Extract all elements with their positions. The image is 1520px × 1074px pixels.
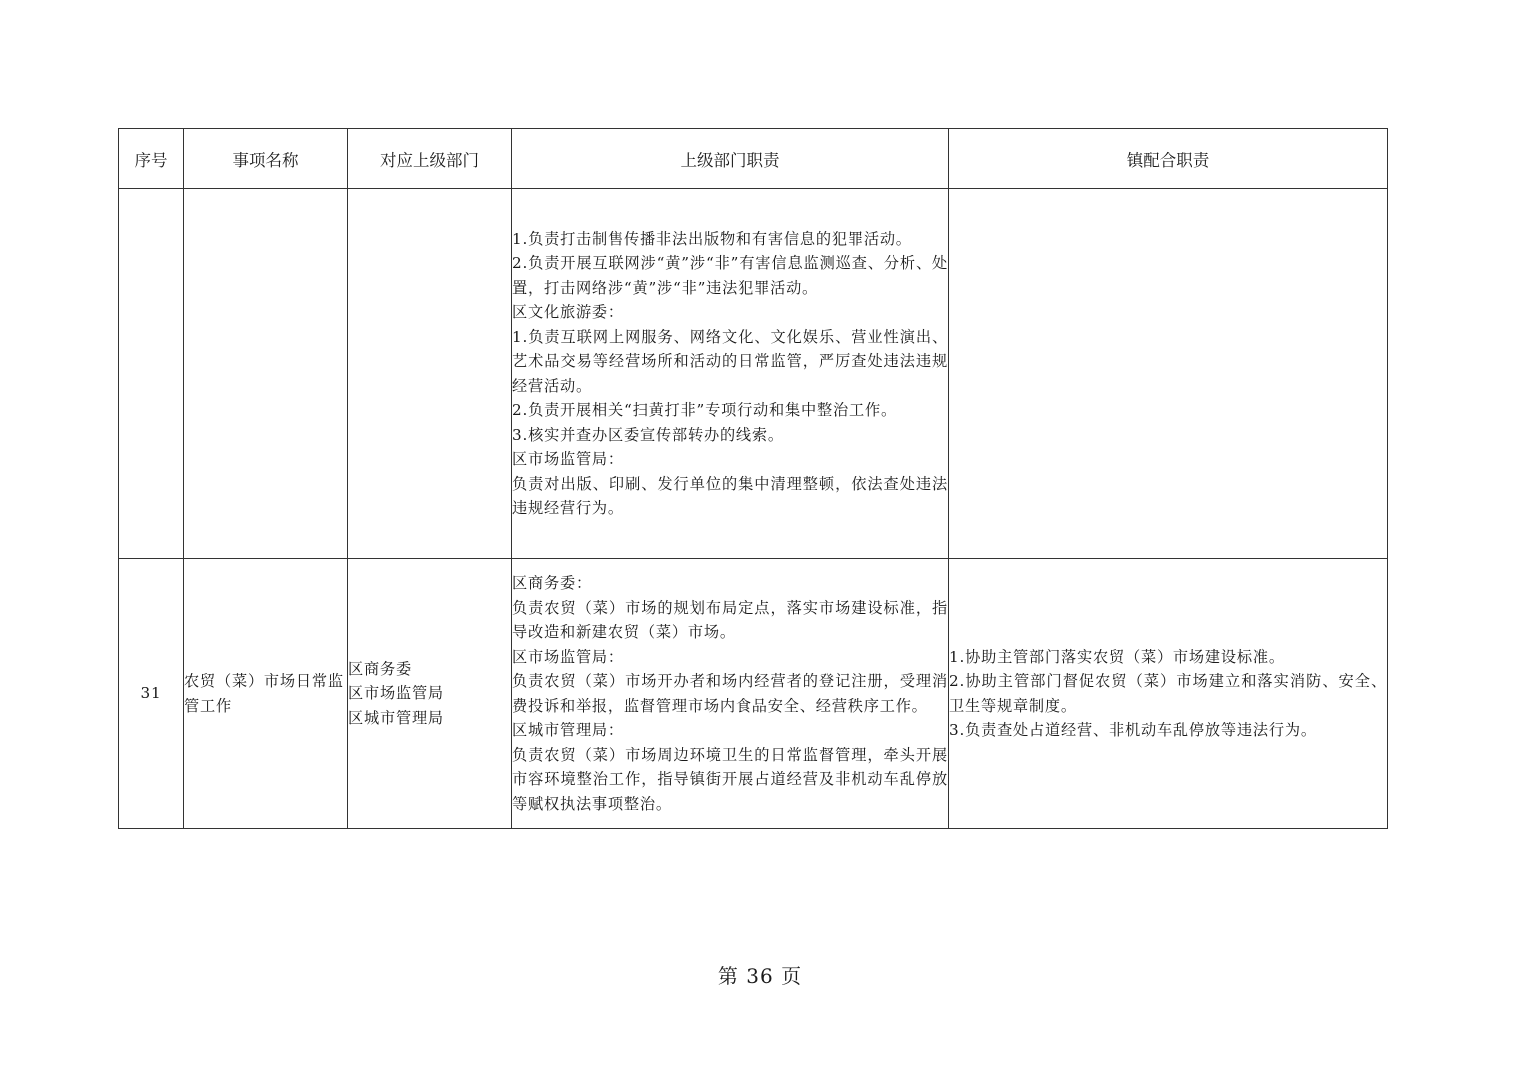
table-row-31 — [119, 559, 1388, 829]
town-duty-line: 2.协助主管部门督促农贸（菜）市场建立和落实消防、安全、卫生等规章制度。 — [949, 672, 1387, 715]
dept-line: 区商务委 — [348, 659, 412, 678]
dept-line: 区城市管理局 — [348, 708, 444, 727]
cell-item-name: 农贸（菜）市场日常监管工作 — [184, 559, 348, 829]
header-item-name: 事项名称 — [184, 129, 348, 189]
table-row-continued — [119, 189, 1388, 559]
cell-item-name — [184, 189, 348, 559]
town-duty-line: 3.负责查处占道经营、非机动车乱停放等违法行为。 — [949, 721, 1317, 739]
duty-line: 区文化旅游委： — [512, 303, 624, 321]
duty-line: 负责农贸（菜）市场开办者和场内经营者的登记注册，受理消费投诉和举报，监督管理市场内食品安全、经营秩序工作。 — [512, 672, 948, 715]
cell-superior-dept — [348, 189, 512, 559]
cell-index — [119, 189, 184, 559]
cell-superior-duties — [512, 559, 949, 829]
town-duty-line: 1.协助主管部门落实农贸（菜）市场建设标准。 — [949, 647, 1285, 666]
dept-line: 区市场监管局 — [348, 684, 444, 703]
page-number: 第 36 页 — [717, 964, 803, 988]
duty-line: 区城市管理局： — [512, 721, 624, 739]
header-superior-duties: 上级部门职责 — [512, 129, 949, 189]
duty-line: 3.核实并查办区委宣传部转办的线索。 — [512, 425, 784, 444]
duty-line: 负责对出版、印刷、发行单位的集中清理整顿，依法查处违法违规经营行为。 — [512, 474, 948, 517]
duty-line: 1.负责互联网上网服务、网络文化、文化娱乐、营业性演出、艺术品交易等经营场所和活动的日常监管，严厉查处违法违规经营活动。 — [512, 327, 948, 395]
cell-town-duties — [949, 559, 1388, 829]
cell-town-duties — [949, 189, 1388, 559]
header-town-duties: 镇配合职责 — [949, 129, 1388, 189]
duty-table — [118, 128, 1388, 829]
cell-index: 31 — [119, 559, 184, 829]
header-index: 序号 — [119, 129, 184, 189]
duty-line: 负责农贸（菜）市场的规划布局定点，落实市场建设标准，指导改造和新建农贸（菜）市场。 — [512, 598, 948, 641]
duty-line: 1.负责打击制售传播非法出版物和有害信息的犯罪活动。 — [512, 229, 912, 248]
duty-line: 区市场监管局： — [512, 450, 624, 468]
duty-line: 区商务委： — [512, 574, 592, 592]
duty-line: 负责农贸（菜）市场周边环境卫生的日常监督管理，牵头开展市容环境整治工作，指导镇街开展占道经营及非机动车乱停放等赋权执法事项整治。 — [512, 745, 948, 813]
duty-line: 2.负责开展相关“扫黄打非”专项行动和集中整治工作。 — [512, 401, 897, 419]
header-superior-dept: 对应上级部门 — [348, 129, 512, 189]
duty-line: 2.负责开展互联网涉“黄”涉“非”有害信息监测巡查、分析、处置，打击网络涉“黄”涉“非”违法犯罪活动。 — [512, 254, 948, 297]
duty-line: 区市场监管局： — [512, 647, 624, 666]
cell-superior-dept — [348, 559, 512, 829]
cell-superior-duties — [512, 189, 949, 559]
table-header-row — [119, 129, 1388, 189]
